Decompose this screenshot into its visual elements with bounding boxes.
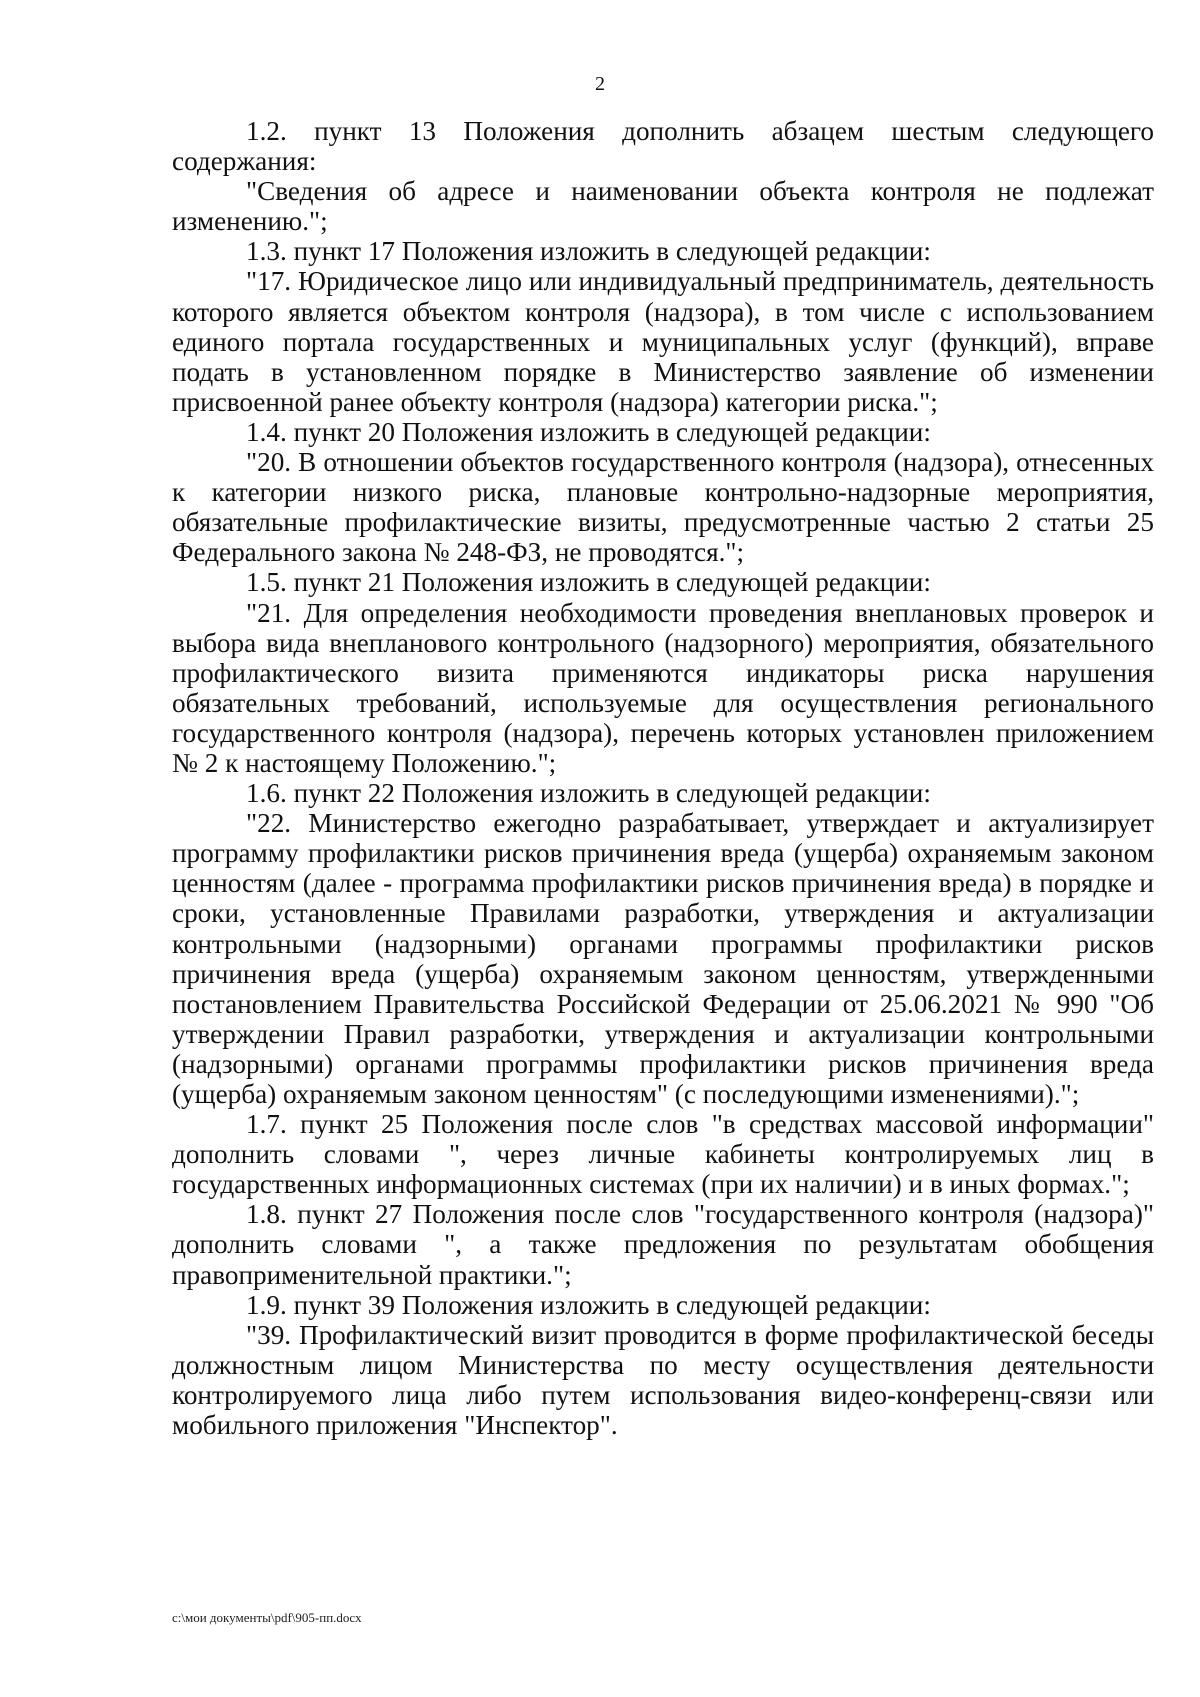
paragraph-1-3: 1.3. пункт 17 Положения изложить в следующей редакции: [246, 236, 931, 267]
paragraph-1-9-quote: "39. Профилактический визит проводится в форме профилактической беседы должностным лицом Министерства по месту осуществления деятельности контролируемого лица либо путем использования видео-конференц-связи или мобильного приложения "Инспектор". [172, 1319, 1154, 1441]
paragraph-1-9: 1.9. пункт 39 Положения изложить в следующей редакции: [246, 1289, 931, 1320]
paragraph-1-7: 1.7. пункт 25 Положения после слов "в средствах массовой информации" дополнить словами ", через личные кабинеты контролируемых лиц в государственных информационных системах (при их наличии) и в иных формах."; [172, 1109, 1154, 1200]
paragraph-1-6: 1.6. пункт 22 Положения изложить в следующей редакции: [246, 778, 931, 809]
paragraph-1-5-quote: "21. Для определения необходимости проведения внеплановых проверок и выбора вида внепланового контрольного (надзорного) мероприятия, обязательного профилактического визита применяются индикаторы риска нарушения обязательных требований, используемые для осуществления регионального государственного контроля (надзора), перечень которых установлен приложением № 2 к настоящему Положению."; [172, 597, 1154, 778]
footer-file-path: c:\мои документы\pdf\905-пп.docx [172, 1610, 362, 1625]
paragraph-1-2-quote: "Сведения об адресе и наименовании объекта контроля не подлежат изменению."; [172, 176, 1154, 237]
paragraph-1-3-quote: "17. Юридическое лицо или индивидуальный предприниматель, деятельность которого является объектом контроля (надзора), в том числе с использованием единого портала государственных и муниципальных услуг (функций), вправе подать в установленном порядке в Министерство заявление об изменении присвоенной ранее объекту контроля (надзора) категории риска."; [172, 266, 1154, 417]
paragraph-1-4: 1.4. пункт 20 Положения изложить в следующей редакции: [246, 416, 931, 447]
paragraph-1-8: 1.8. пункт 27 Положения после слов "государственного контроля (надзора)" дополнить словами ", а также предложения по результатам обобщения правоприменительной практики."; [172, 1199, 1154, 1290]
page-number: 2 [595, 73, 605, 95]
paragraph-1-5: 1.5. пункт 21 Положения изложить в следующей редакции: [246, 567, 931, 598]
document-body [172, 116, 1154, 1440]
paragraph-1-2: 1.2. пункт 13 Положения дополнить абзацем шестым следующего содержания: [172, 116, 1154, 177]
paragraph-1-6-quote: "22. Министерство ежегодно разрабатывает, утверждает и актуализирует программу профилактики рисков причинения вреда (ущерба) охраняемым законом ценностям (далее - программа профилактики рисков причинения вреда) в порядке и сроки, установленные Правилами разработки, утверждения и актуализации контрольными (надзорными) органами программы профилактики рисков причинения вреда (ущерба) охраняемым законом ценностям, утвержденными постановлением Правительства Российской Федерации от 25.06.2021 № 990 "Об утверждении Правил разработки, утверждения и актуализации контрольными (надзорными) органами программы профилактики рисков причинения вреда (ущерба) охраняемым законом ценностям" (с последующими изменениями)."; [172, 808, 1154, 1109]
paragraph-1-4-quote: "20. В отношении объектов государственного контроля (надзора), отнесенных к категории низкого риска, плановые контрольно-надзорные мероприятия, обязательные профилактические визиты, предусмотренные частью 2 статьи 25 Федерального закона № 248-ФЗ, не проводятся."; [172, 447, 1154, 568]
